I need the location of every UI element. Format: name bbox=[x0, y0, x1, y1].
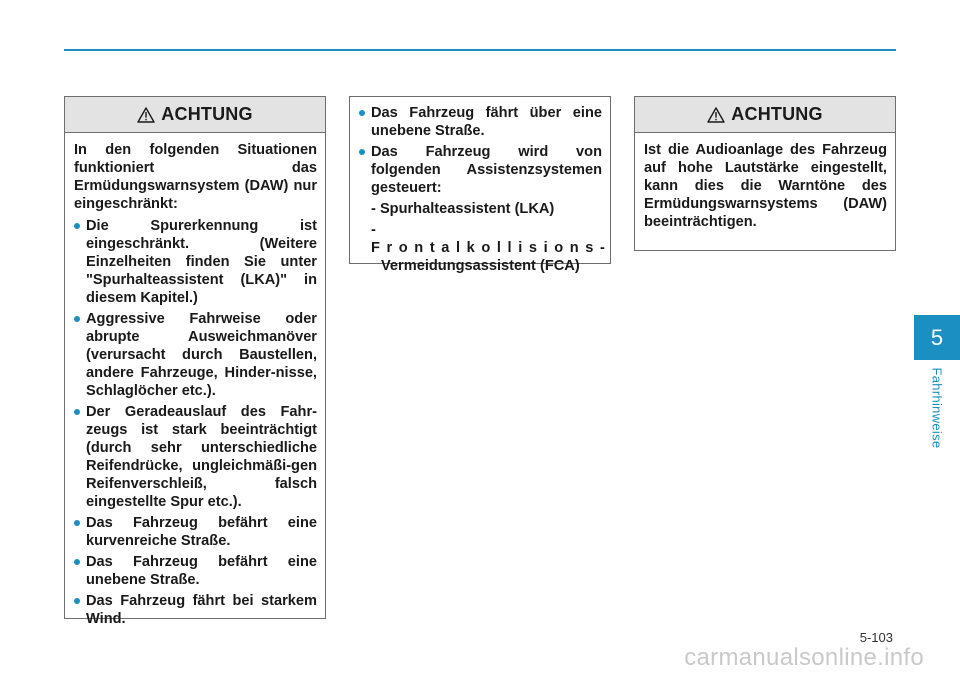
list-item bbox=[359, 143, 612, 275]
list-item-text: Das Fahrzeug wird von folgenden Assistenzsystemen gesteuert: bbox=[371, 144, 602, 196]
warning-box-left bbox=[64, 96, 326, 627]
sub-item bbox=[359, 221, 612, 275]
page-number: 5-103 bbox=[859, 630, 893, 645]
warning-triangle-icon bbox=[137, 107, 155, 123]
list-item: Das Fahrzeug befährt eine kurvenreiche Straße. bbox=[74, 514, 317, 550]
chapter-label: Fahrhinweise bbox=[929, 367, 945, 449]
dash-marker: - bbox=[371, 222, 376, 238]
warning-header bbox=[635, 97, 895, 133]
sub-item-text: Frontalkollisions- bbox=[371, 240, 612, 256]
list-item: Das Fahrzeug fährt über eine unebene Straße. bbox=[359, 104, 602, 140]
list-item: Das Fahrzeug befährt eine unebene Straße. bbox=[74, 553, 317, 589]
warning-text: Ist die Audioanlage des Fahrzeug auf hohe Lautstärke eingestellt, kann dies die Warntöne des Ermüdungswarnsystems (DAW) beeinträchtigen. bbox=[644, 142, 887, 230]
sub-item bbox=[359, 200, 602, 218]
situation-list bbox=[74, 217, 317, 628]
list-item: Aggressive Fahrweise oder abrupte Ausweichmanöver (verursacht durch Baustellen, andere Fahrzeuge, Hinder-nisse, Schlaglöcher etc.). bbox=[74, 310, 317, 400]
watermark: carmanualsonline.info bbox=[684, 644, 924, 671]
warning-body bbox=[65, 133, 325, 639]
warning-title: ACHTUNG bbox=[161, 104, 253, 124]
list-item: Das Fahrzeug fährt bei starkem Wind. bbox=[74, 592, 317, 628]
continuation-body bbox=[350, 97, 610, 286]
continuation-box bbox=[349, 96, 612, 274]
warning-title: ACHTUNG bbox=[731, 104, 823, 124]
warning-intro: In den folgenden Situationen funktioniert das Ermüdungswarnsystem (DAW) nur eingeschränkt: bbox=[74, 142, 317, 212]
dash-marker: - bbox=[371, 201, 376, 217]
sub-item-text: Spurhalteassistent (LKA) bbox=[379, 201, 555, 217]
chapter-tab[interactable] bbox=[914, 315, 960, 360]
list-item: Der Geradeauslauf des Fahr-zeugs ist stark beeinträchtigt (durch sehr unterschiedliche Reifendrücke, ungleichmäßi-gen Reifenverschleiß, falsch eingestellte Spur etc.). bbox=[74, 403, 317, 511]
chapter-number: 5 bbox=[930, 324, 944, 350]
warning-box-right bbox=[634, 96, 896, 251]
top-rule bbox=[64, 49, 896, 51]
situation-list-continued bbox=[359, 104, 612, 275]
list-item: Die Spurerkennung ist eingeschränkt. (Weitere Einzelheiten finden Sie unter "Spurhalteassistent (LKA)" in diesem Kapitel.) bbox=[74, 217, 317, 307]
warning-triangle-icon bbox=[707, 107, 725, 123]
warning-body bbox=[635, 133, 895, 239]
sub-item-text-continued: Vermeidungsassistent (FCA) bbox=[381, 258, 580, 274]
warning-header bbox=[65, 97, 325, 133]
